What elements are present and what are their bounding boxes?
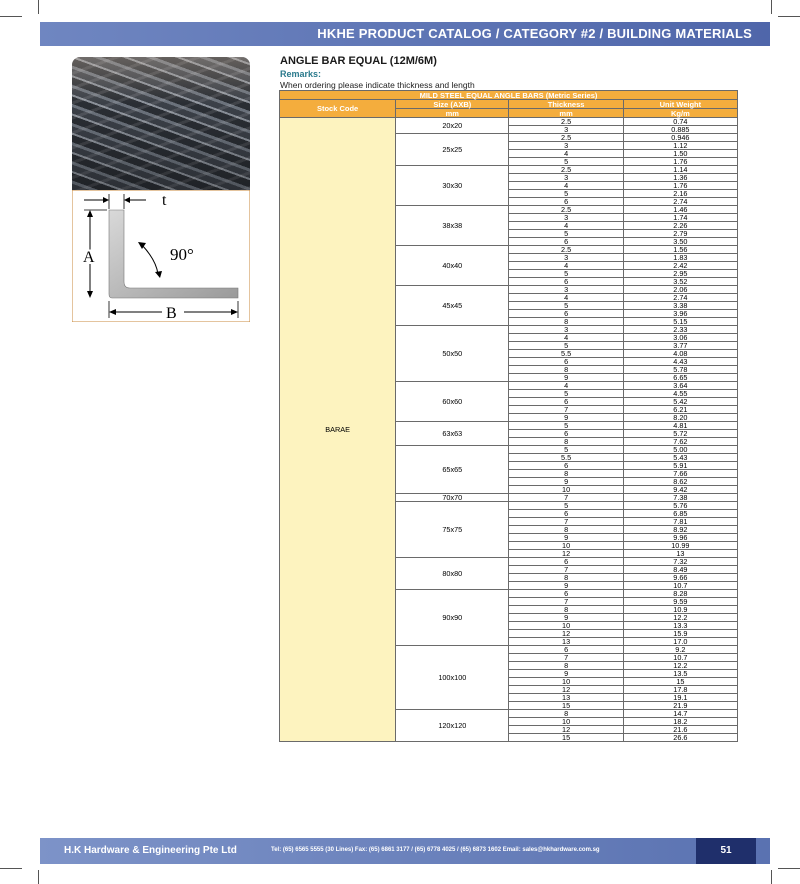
weight-cell: 2.16	[623, 190, 737, 198]
thickness-cell: 5	[509, 446, 623, 454]
weight-cell: 13	[623, 550, 737, 558]
thickness-cell: 9	[509, 534, 623, 542]
thickness-cell: 13	[509, 694, 623, 702]
thickness-cell: 9	[509, 614, 623, 622]
thickness-cell: 9	[509, 670, 623, 678]
size-cell: 50x50	[396, 326, 509, 382]
weight-cell: 9.66	[623, 574, 737, 582]
crop-mark	[0, 16, 22, 17]
weight-cell: 21.9	[623, 702, 737, 710]
weight-cell: 12.2	[623, 614, 737, 622]
diagram-label-a: A	[83, 249, 95, 266]
angle-bar-photo	[72, 57, 250, 190]
thickness-cell: 6	[509, 310, 623, 318]
thickness-cell: 5	[509, 270, 623, 278]
weight-cell: 1.36	[623, 174, 737, 182]
thickness-cell: 10	[509, 622, 623, 630]
weight-cell: 8.62	[623, 478, 737, 486]
weight-cell: 5.43	[623, 454, 737, 462]
weight-cell: 10.9	[623, 606, 737, 614]
thickness-cell: 8	[509, 318, 623, 326]
thickness-cell: 8	[509, 366, 623, 374]
weight-cell: 15.9	[623, 630, 737, 638]
weight-cell: 13.5	[623, 670, 737, 678]
weight-cell: 0.946	[623, 134, 737, 142]
weight-cell: 3.50	[623, 238, 737, 246]
crop-mark	[38, 870, 39, 884]
thickness-cell: 4	[509, 182, 623, 190]
weight-cell: 10.7	[623, 654, 737, 662]
weight-cell: 3.64	[623, 382, 737, 390]
weight-cell: 5.91	[623, 462, 737, 470]
weight-cell: 3.96	[623, 310, 737, 318]
thickness-cell: 7	[509, 654, 623, 662]
weight-cell: 9.96	[623, 534, 737, 542]
weight-cell: 2.74	[623, 294, 737, 302]
weight-cell: 5.00	[623, 446, 737, 454]
remarks-text: When ordering please indicate thickness and length	[280, 80, 475, 90]
weight-cell: 5.15	[623, 318, 737, 326]
size-cell: 38x38	[396, 206, 509, 246]
thickness-cell: 7	[509, 566, 623, 574]
size-cell: 40x40	[396, 246, 509, 286]
weight-cell: 19.1	[623, 694, 737, 702]
thickness-cell: 6	[509, 238, 623, 246]
thickness-cell: 3	[509, 326, 623, 334]
size-cell: 80x80	[396, 558, 509, 590]
size-cell: 75x75	[396, 502, 509, 558]
thickness-cell: 5	[509, 302, 623, 310]
weight-cell: 10.7	[623, 582, 737, 590]
crop-mark	[778, 868, 800, 869]
weight-cell: 1.12	[623, 142, 737, 150]
weight-cell: 9.42	[623, 486, 737, 494]
thickness-cell: 6	[509, 198, 623, 206]
thickness-cell: 4	[509, 294, 623, 302]
weight-cell: 7.66	[623, 470, 737, 478]
weight-cell: 5.78	[623, 366, 737, 374]
weight-cell: 9.59	[623, 598, 737, 606]
thickness-cell: 8	[509, 710, 623, 718]
size-cell: 120x120	[396, 710, 509, 742]
size-cell: 45x45	[396, 286, 509, 326]
thickness-cell: 4	[509, 150, 623, 158]
weight-cell: 17.0	[623, 638, 737, 646]
thickness-cell: 6	[509, 462, 623, 470]
thickness-cell: 3	[509, 254, 623, 262]
remarks-label: Remarks:	[280, 69, 322, 79]
weight-cell: 2.74	[623, 198, 737, 206]
size-cell: 65x65	[396, 446, 509, 494]
weight-cell: 1.76	[623, 182, 737, 190]
weight-cell: 1.83	[623, 254, 737, 262]
col-header-stock-code: Stock Code	[280, 100, 396, 118]
thickness-cell: 5	[509, 502, 623, 510]
diagram-label-t: t	[162, 192, 167, 209]
footer-contact: Tel: (65) 6565 5555 (30 Lines) Fax: (65) 6861 3177 / (65) 6778 4025 / (65) 6873 1602 Email: sales@hkhardware.com.sg	[271, 847, 600, 853]
thickness-cell: 12	[509, 726, 623, 734]
weight-cell: 3.77	[623, 342, 737, 350]
thickness-cell: 12	[509, 550, 623, 558]
size-cell: 25x25	[396, 134, 509, 166]
thickness-cell: 6	[509, 398, 623, 406]
thickness-cell: 9	[509, 478, 623, 486]
crop-mark	[771, 0, 772, 14]
product-title-block	[280, 55, 475, 90]
size-cell: 70x70	[396, 494, 509, 502]
size-cell: 30x30	[396, 166, 509, 206]
thickness-cell: 2.5	[509, 118, 623, 126]
thickness-cell: 6	[509, 358, 623, 366]
col-header-thickness: Thickness	[509, 100, 623, 109]
weight-cell: 0.74	[623, 118, 737, 126]
weight-cell: 18.2	[623, 718, 737, 726]
weight-cell: 8.49	[623, 566, 737, 574]
thickness-cell: 8	[509, 470, 623, 478]
weight-cell: 3.38	[623, 302, 737, 310]
thickness-cell: 3	[509, 214, 623, 222]
weight-cell: 4.43	[623, 358, 737, 366]
thickness-cell: 6	[509, 510, 623, 518]
weight-cell: 8.20	[623, 414, 737, 422]
size-cell: 100x100	[396, 646, 509, 710]
thickness-cell: 10	[509, 718, 623, 726]
weight-cell: 26.6	[623, 734, 737, 742]
thickness-cell: 2.5	[509, 166, 623, 174]
thickness-cell: 4	[509, 382, 623, 390]
size-cell: 90x90	[396, 590, 509, 646]
crop-mark	[38, 0, 39, 14]
footer-company: H.K Hardware & Engineering Pte Ltd	[64, 845, 237, 856]
weight-cell: 2.33	[623, 326, 737, 334]
thickness-cell: 7	[509, 518, 623, 526]
thickness-cell: 2.5	[509, 134, 623, 142]
weight-cell: 2.42	[623, 262, 737, 270]
thickness-cell: 6	[509, 558, 623, 566]
weight-cell: 12.2	[623, 662, 737, 670]
thickness-cell: 7	[509, 406, 623, 414]
thickness-cell: 5.5	[509, 350, 623, 358]
thickness-cell: 3	[509, 126, 623, 134]
product-title: ANGLE BAR EQUAL (12M/6M)	[280, 55, 437, 67]
thickness-cell: 12	[509, 686, 623, 694]
weight-cell: 1.50	[623, 150, 737, 158]
thickness-cell: 7	[509, 598, 623, 606]
thickness-cell: 5	[509, 190, 623, 198]
thickness-cell: 5	[509, 390, 623, 398]
thickness-cell: 3	[509, 286, 623, 294]
thickness-cell: 13	[509, 638, 623, 646]
angle-bar-diagram	[72, 190, 250, 322]
thickness-cell: 6	[509, 430, 623, 438]
thickness-cell: 4	[509, 262, 623, 270]
weight-cell: 7.81	[623, 518, 737, 526]
weight-cell: 2.79	[623, 230, 737, 238]
weight-cell: 9.2	[623, 646, 737, 654]
weight-cell: 8.28	[623, 590, 737, 598]
thickness-cell: 4	[509, 334, 623, 342]
col-header-weight: Unit Weight	[623, 100, 737, 109]
table-title: MILD STEEL EQUAL ANGLE BARS (Metric Series)	[280, 91, 738, 100]
unit-thickness: mm	[509, 109, 623, 118]
thickness-cell: 5	[509, 422, 623, 430]
weight-cell: 13.3	[623, 622, 737, 630]
thickness-cell: 8	[509, 662, 623, 670]
thickness-cell: 3	[509, 142, 623, 150]
thickness-cell: 2.5	[509, 206, 623, 214]
weight-cell: 4.55	[623, 390, 737, 398]
thickness-cell: 10	[509, 542, 623, 550]
weight-cell: 1.74	[623, 214, 737, 222]
table-row	[280, 118, 738, 126]
table-body	[280, 118, 738, 742]
size-cell: 20x20	[396, 118, 509, 134]
weight-cell: 2.26	[623, 222, 737, 230]
weight-cell: 2.06	[623, 286, 737, 294]
weight-cell: 6.65	[623, 374, 737, 382]
weight-cell: 1.14	[623, 166, 737, 174]
weight-cell: 5.76	[623, 502, 737, 510]
unit-weight: Kg/m	[623, 109, 737, 118]
thickness-cell: 5	[509, 230, 623, 238]
stock-code-cell: BARAE	[280, 118, 396, 742]
crop-mark	[778, 16, 800, 17]
thickness-cell: 10	[509, 486, 623, 494]
weight-cell: 15	[623, 678, 737, 686]
weight-cell: 3.52	[623, 278, 737, 286]
size-cell: 63x63	[396, 422, 509, 446]
weight-cell: 6.21	[623, 406, 737, 414]
weight-cell: 17.8	[623, 686, 737, 694]
thickness-cell: 12	[509, 630, 623, 638]
weight-cell: 7.38	[623, 494, 737, 502]
thickness-cell: 4	[509, 222, 623, 230]
weight-cell: 2.95	[623, 270, 737, 278]
thickness-cell: 9	[509, 374, 623, 382]
weight-cell: 10.99	[623, 542, 737, 550]
diagram-label-angle: 90°	[170, 245, 194, 264]
weight-cell: 1.46	[623, 206, 737, 214]
size-cell: 60x60	[396, 382, 509, 422]
thickness-cell: 15	[509, 702, 623, 710]
thickness-cell: 10	[509, 678, 623, 686]
weight-cell: 4.81	[623, 422, 737, 430]
thickness-cell: 6	[509, 278, 623, 286]
weight-cell: 3.06	[623, 334, 737, 342]
crop-mark	[0, 868, 22, 869]
thickness-cell: 5	[509, 158, 623, 166]
thickness-cell: 6	[509, 590, 623, 598]
weight-cell: 0.885	[623, 126, 737, 134]
weight-cell: 4.08	[623, 350, 737, 358]
unit-size: mm	[396, 109, 509, 118]
diagram-label-b: B	[166, 305, 177, 322]
thickness-cell: 5	[509, 342, 623, 350]
page-number: 51	[696, 838, 756, 864]
thickness-cell: 8	[509, 574, 623, 582]
weight-cell: 1.76	[623, 158, 737, 166]
thickness-cell: 8	[509, 526, 623, 534]
weight-cell: 5.72	[623, 430, 737, 438]
thickness-cell: 15	[509, 734, 623, 742]
footer-bar	[40, 838, 770, 864]
thickness-cell: 6	[509, 646, 623, 654]
weight-cell: 7.32	[623, 558, 737, 566]
thickness-cell: 8	[509, 438, 623, 446]
weight-cell: 14.7	[623, 710, 737, 718]
thickness-cell: 5.5	[509, 454, 623, 462]
thickness-cell: 3	[509, 174, 623, 182]
weight-cell: 6.85	[623, 510, 737, 518]
header-bar	[40, 22, 770, 46]
thickness-cell: 9	[509, 414, 623, 422]
weight-cell: 1.56	[623, 246, 737, 254]
weight-cell: 5.42	[623, 398, 737, 406]
thickness-cell: 2.5	[509, 246, 623, 254]
weight-cell: 7.62	[623, 438, 737, 446]
crop-mark	[771, 870, 772, 884]
col-header-size: Size (AXB)	[396, 100, 509, 109]
thickness-cell: 9	[509, 582, 623, 590]
weight-cell: 8.92	[623, 526, 737, 534]
weight-cell: 21.6	[623, 726, 737, 734]
thickness-cell: 7	[509, 494, 623, 502]
thickness-cell: 8	[509, 606, 623, 614]
angle-bar-spec-table	[279, 90, 738, 742]
page-header-title: HKHE PRODUCT CATALOG / CATEGORY #2 / BUILDING MATERIALS	[317, 26, 752, 41]
